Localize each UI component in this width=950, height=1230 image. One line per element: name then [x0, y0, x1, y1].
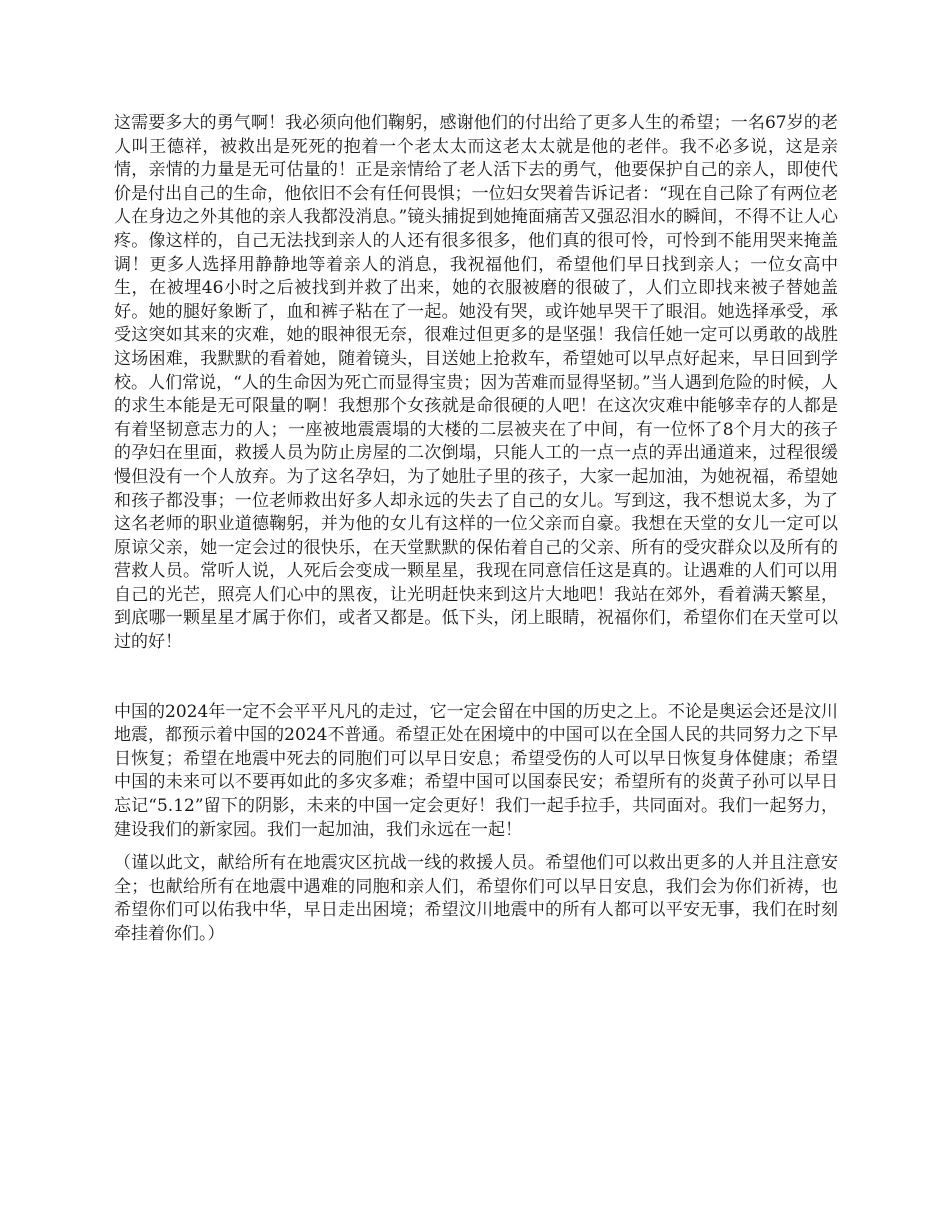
document-body — [114, 112, 838, 947]
dedication-paragraph: （谨以此文，献给所有在地震灾区抗战一线的救援人员。希望他们可以救出更多的人并且注意安全；也献给所有在地震中遇难的同胞和亲人们，希望你们可以早日安息，我们会为你们祈祷，也希望你们可以佑我中华，早日走出困境；希望汶川地震中的所有人都可以平安无事，我们在时刻牵挂着你们。） — [114, 853, 838, 944]
body-paragraph-1: 这需要多大的勇气啊！我必须向他们鞠躬，感谢他们的付出给了更多人生的希望；一名67岁的老人叫王德祥，被救出是死死的抱着一个老太太而这老太太就是他的老伴。我不必多说，这是亲情，亲情的力量是无可估量的！正是亲情给了老人活下去的勇气，他要保护自己的亲人，即使代价是付出自己的生命，他依旧不会有任何畏惧；一位妇女哭着告诉记者：“现在自己除了有两位老人在身边之外其他的亲人我都没消息。”镜头捕捉到她掩面痛苦又强忍泪水的瞬间，不得不让人心疼。像这样的，自己无法找到亲人的人还有很多很多，他们真的很可怜，可怜到不能用哭来掩盖调！更多人选择用静静地等着亲人的消息，我祝福他们，希望他们早日找到亲人；一位女高中生，在被埋46小时之后被找到并救了出来，她的衣服被磨的很破了，人们立即找来被子替她盖好。她的腿好象断了，血和裤子粘在了一起。她没有哭，或许她早哭干了眼泪。她选择承受，承受这突如其来的灾难，她的眼神很无奈，很难过但更多的是坚强！我信任她一定可以勇敢的战胜这场困难，我默默的看着她，随着镜头，目送她上抢救车，希望她可以早点好起来，早日回到学校。人们常说，“人的生命因为死亡而显得宝贵；因为苦难而显得坚韧。”当人遇到危险的时候，人的求生本能是无可限量的啊！我想那个女孩就是命很硬的人吧！在这次灾难中能够幸存的人都是有着坚韧意志力的人；一座被地震震塌的大楼的二层被夹在了中间，有一位怀了8个月大的孩子的孕妇在里面，救援人员为防止房屋的二次倒塌，只能人工的一点一点的弄出通道来，过程很缓慢但没有一个人放弃。为了这名孕妇，为了她肚子里的孩子，大家一起加油，为她祝福，希望她和孩子都没事；一位老师救出好多人却永远的失去了自己的女儿。写到这，我不想说太多，为了这名老师的职业道德鞠躬，并为他的女儿有这样的一位父亲而自豪。我想在天堂的女儿一定可以原谅父亲，她一定会过的很快乐，在天堂默默的保佑着自己的父亲、所有的受灾群众以及所有的营救人员。常听人说，人死后会变成一颗星星，我现在同意信任这是真的。让遇难的人们可以用自己的光芒，照亮人们心中的黑夜，让光明赶快来到这片大地吧！我站在郊外，看着满天繁星，到底哪一颗星星才属于你们，或者又都是。低下头，闭上眼睛，祝福你们，希望你们在天堂可以过的好！ — [114, 113, 838, 653]
body-paragraph-2: 中国的2024年一定不会平平凡凡的走过，它一定会留在中国的历史之上。不论是奥运会还是汶川地震，都预示着中国的2024不普通。希望正处在困境中的中国可以在全国人民的共同努力之下早日恢复；希望在地震中死去的同胞们可以早日安息；希望受伤的人可以早日恢复身体健康；希望中国的未来可以不要再如此的多灾多难；希望中国可以国泰民安；希望所有的炎黄子孙可以早日忘记“5.12”留下的阴影，未来的中国一定会更好！我们一起手拉手，共同面对。我们一起努力，建设我们的新家园。我们一起加油，我们永远在一起！ — [114, 701, 838, 840]
